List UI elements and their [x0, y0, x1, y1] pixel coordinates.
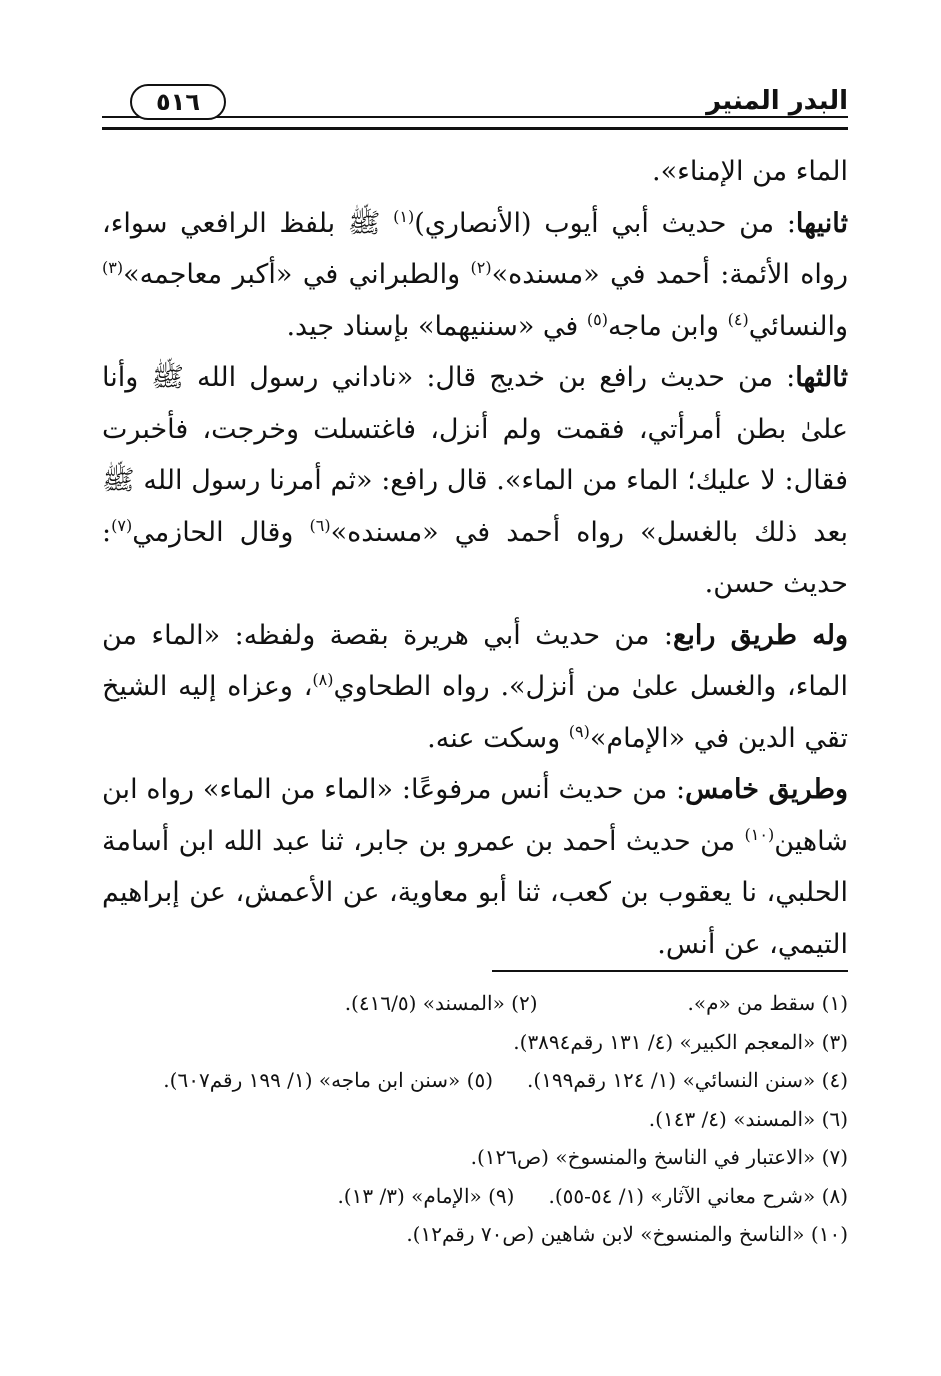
text-run: وابن ماجه — [608, 310, 728, 342]
paragraph-4 — [102, 610, 848, 765]
footnote-9: (٩) «الإمام» (٣/ ١٣). — [337, 1183, 515, 1208]
footnote-line — [102, 984, 848, 1023]
paragraph-lead: وله طريق رابع — [672, 619, 848, 651]
paragraph-lead: ثانيها — [795, 207, 848, 239]
footnote-line — [102, 1138, 848, 1177]
page-number-badge: ٥١٦ — [130, 84, 226, 120]
footnote-ref-1[interactable]: (١) — [393, 206, 415, 226]
footnote-line — [102, 1177, 848, 1216]
footnote-ref-4[interactable]: (٤) — [727, 309, 749, 329]
footnote-ref-2[interactable]: (٢) — [470, 258, 492, 277]
running-title: البدر المنير — [706, 86, 848, 116]
spacer — [493, 1061, 527, 1100]
text-run: : من حديث أبي هريرة بقصة ولفظه: «الماء من الماء، والغسل علىٰ من أنزل». رواه الطحاوي — [102, 619, 848, 702]
footnote-8: (٨) «شرح معاني الآثار» (١/ ٥٤-٥٥). — [548, 1183, 848, 1208]
footnote-ref-8[interactable]: (٨) — [312, 670, 334, 689]
footnote-ref-9[interactable]: (٩) — [568, 721, 590, 741]
text-run: والطبراني في «أكبر معاجمه» — [123, 259, 471, 290]
paragraph-5 — [102, 764, 848, 970]
page-header — [102, 80, 848, 128]
text-run: ، وعزاه إليه الشيخ تقي الدين في «الإمام» — [102, 671, 848, 754]
text-run: : من حديث أبي أيوب (الأنصاري) — [414, 207, 796, 239]
paragraph-3 — [102, 352, 848, 610]
footnote-1: (١) سقط من «م». — [687, 991, 848, 1015]
text-run: الماء من الإمناء». — [652, 156, 848, 187]
footnote-7: (٧) «الاعتبار في الناسخ والمنسوخ» (ص١٢٦). — [470, 1145, 848, 1169]
spacer — [538, 984, 688, 1023]
footnote-line — [102, 1100, 848, 1139]
footnote-2: (٢) «المسند» (٤١٦/٥). — [344, 991, 538, 1015]
footnote-10: (١٠) «الناسخ والمنسوخ» لابن شاهين (ص٧٠ رقم١٢). — [406, 1222, 848, 1246]
text-run: : حديث حسن. — [102, 516, 848, 599]
footnote-ref-6[interactable]: (٦) — [309, 515, 331, 535]
spacer — [514, 1177, 548, 1216]
text-run: ﷺ بلفظ الرافعي سواء، رواه الأئمة: أحمد في «مسنده» — [102, 207, 848, 290]
footnote-ref-5[interactable]: (٥) — [586, 309, 609, 329]
main-text — [102, 146, 848, 970]
footnote-separator — [492, 970, 848, 972]
footnote-line — [102, 1023, 848, 1062]
footnote-ref-7[interactable]: (٧) — [111, 515, 133, 535]
text-run: : من حديث رافع بن خديج قال: «ناداني رسول الله ﷺ وأنا علىٰ بطن أمرأتي، فقمت ولم أنزل، فاغتسلت وخرجت، فأخبرت فقال: لا عليك؛ الماء من الماء». قال رافع: «ثم أمرنا رسول الله ﷺ بعد ذلك بالغسل» رواه أحمد في «مسنده» — [102, 362, 848, 548]
footnote-5: (٥) «سنن ابن ماجه» (١/ ١٩٩ رقم٦٠٧). — [163, 1068, 494, 1092]
text-run: وقال الحازمي — [132, 516, 310, 548]
footnote-ref-3[interactable]: (٣) — [102, 258, 124, 277]
footnote-ref-10[interactable]: (١٠) — [744, 824, 775, 844]
text-run: وسكت عنه. — [427, 722, 569, 754]
footnote-3: (٣) «المعجم الكبير» (٤/ ١٣١ رقم٣٨٩٤). — [513, 1029, 848, 1054]
footnote-line — [102, 1061, 848, 1100]
footnotes — [102, 984, 848, 1254]
text-run: في «سننيهما» بإسناد جيد. — [286, 310, 587, 342]
text-run: من حديث أحمد بن عمرو بن جابر، ثنا عبد الله ابن أسامة الحلبي، نا يعقوب بن كعب، ثنا أبو معاوية، عن الأعمش، عن إبراهيم التيمي، عن أنس. — [102, 825, 848, 960]
text-run: والنسائي — [748, 310, 848, 342]
paragraph-lead: ثالثها — [795, 362, 848, 393]
footnote-line — [102, 1215, 848, 1254]
paragraph-2 — [102, 198, 848, 353]
text-run: : من حديث أنس مرفوعًا: «الماء من الماء» رواه ابن شاهين — [102, 774, 848, 857]
paragraph-1 — [102, 146, 848, 198]
paragraph-lead: وطريق خامس — [685, 774, 848, 805]
footnote-4: (٤) «سنن النسائي» (١/ ١٢٤ رقم١٩٩). — [527, 1068, 848, 1092]
footnote-6: (٦) «المسند» (٤/ ١٤٣). — [648, 1106, 848, 1131]
